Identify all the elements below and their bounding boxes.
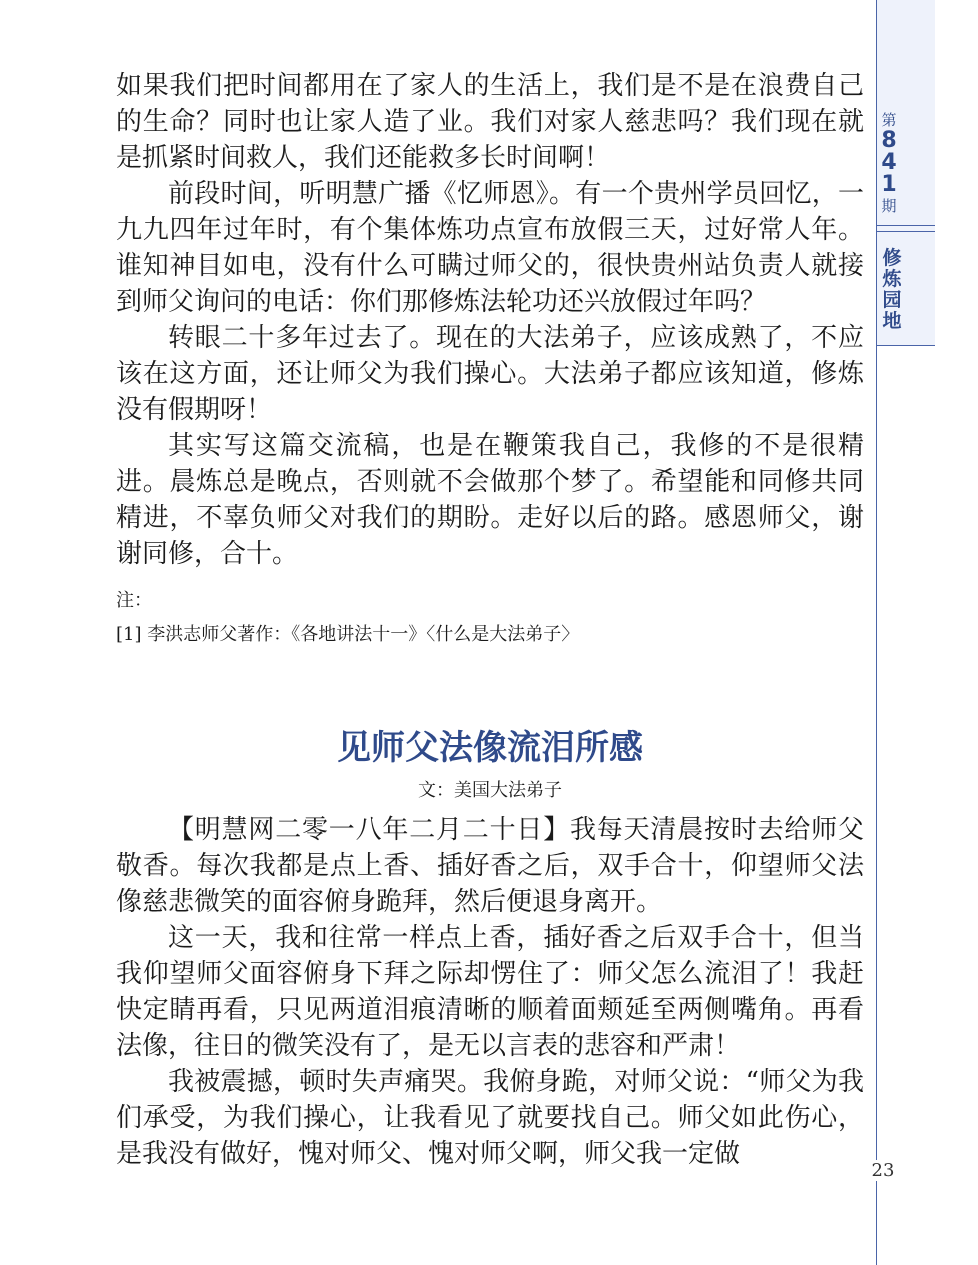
paragraph: 转眼二十多年过去了。现在的大法弟子，应该成熟了，不应该在这方面，还让师父为我们操心。大法弟子都应该知道，修炼没有假期呀！ [116, 323, 864, 425]
section-char: 园 [882, 289, 902, 311]
notes-label: 注： [116, 590, 152, 611]
article-author: 文：美国大法弟子 [418, 780, 562, 801]
notes [116, 584, 864, 652]
section-char: 炼 [882, 268, 902, 290]
paragraph: 前段时间，听明慧广播《忆师恩》。有一个贵州学员回忆，一九九四年过年时，有个集体炼功点宣布放假三天，过好常人年。谁知神目如电，没有什么可瞒过师父的，很快贵州站负责人就接到师父询问的电话：你们那修炼法轮功还兴放假过年吗？ [116, 179, 864, 317]
issue-digit: 4 [881, 150, 897, 175]
issue-suffix: 期 [881, 197, 897, 215]
paragraph: 其实写这篇交流稿，也是在鞭策我自己，我修的不是很精进。晨炼总是晚点，否则就不会做那个梦了。希望能和同修共同精进，不辜负师父对我们的期盼。走好以后的路。感恩师父，谢谢同修，合十。 [116, 431, 864, 569]
sidebar-separator [877, 225, 935, 226]
footnote: [1] 李洪志师父著作：《各地讲法十一》〈什么是大法弟子〉 [116, 624, 580, 645]
page-content [116, 68, 864, 1172]
issue-prefix: 第 [881, 111, 897, 129]
sidebar-separator [877, 231, 935, 232]
section-char: 修 [882, 247, 902, 269]
section-char: 地 [882, 310, 902, 332]
paragraph: 【明慧网二零一八年二月二十日】我每天清晨按时去给师父敬香。每次我都是点上香、插好香之后，双手合十，仰望师父法像慈悲微笑的面容俯身跪拜，然后便退身离开。 [116, 815, 864, 917]
page-number: 23 [871, 1160, 895, 1181]
issue-digit: 1 [881, 172, 897, 197]
paragraph: 这一天，我和往常一样点上香，插好香之后双手合十，但当我仰望师父面容俯身下拜之际却愣住了：师父怎么流泪了！我赶快定睛再看，只见两道泪痕清晰的顺着面颊延至两侧嘴角。再看法像，往日的微笑没有了，是无以言表的悲容和严肃！ [116, 923, 864, 1061]
issue-number [877, 110, 901, 216]
paragraph: 如果我们把时间都用在了家人的生活上，我们是不是在浪费自己的生命？同时也让家人造了业。我们对家人慈悲吗？我们现在就是抓紧时间救人，我们还能救多长时间啊！ [116, 71, 864, 173]
section-label [879, 248, 905, 332]
paragraph: 我被震撼，顿时失声痛哭。我俯身跪，对师父说：“师父为我们承受，为我们操心，让我看见了就要找自己。师父如此伤心，是我没有做好，愧对师父、愧对师父啊，师父我一定做 [116, 1067, 864, 1169]
article-title: 见师父法像流泪所感 [337, 728, 643, 768]
issue-digits [877, 130, 901, 196]
sidebar-separator [877, 345, 935, 346]
issue-digit: 8 [881, 128, 897, 153]
